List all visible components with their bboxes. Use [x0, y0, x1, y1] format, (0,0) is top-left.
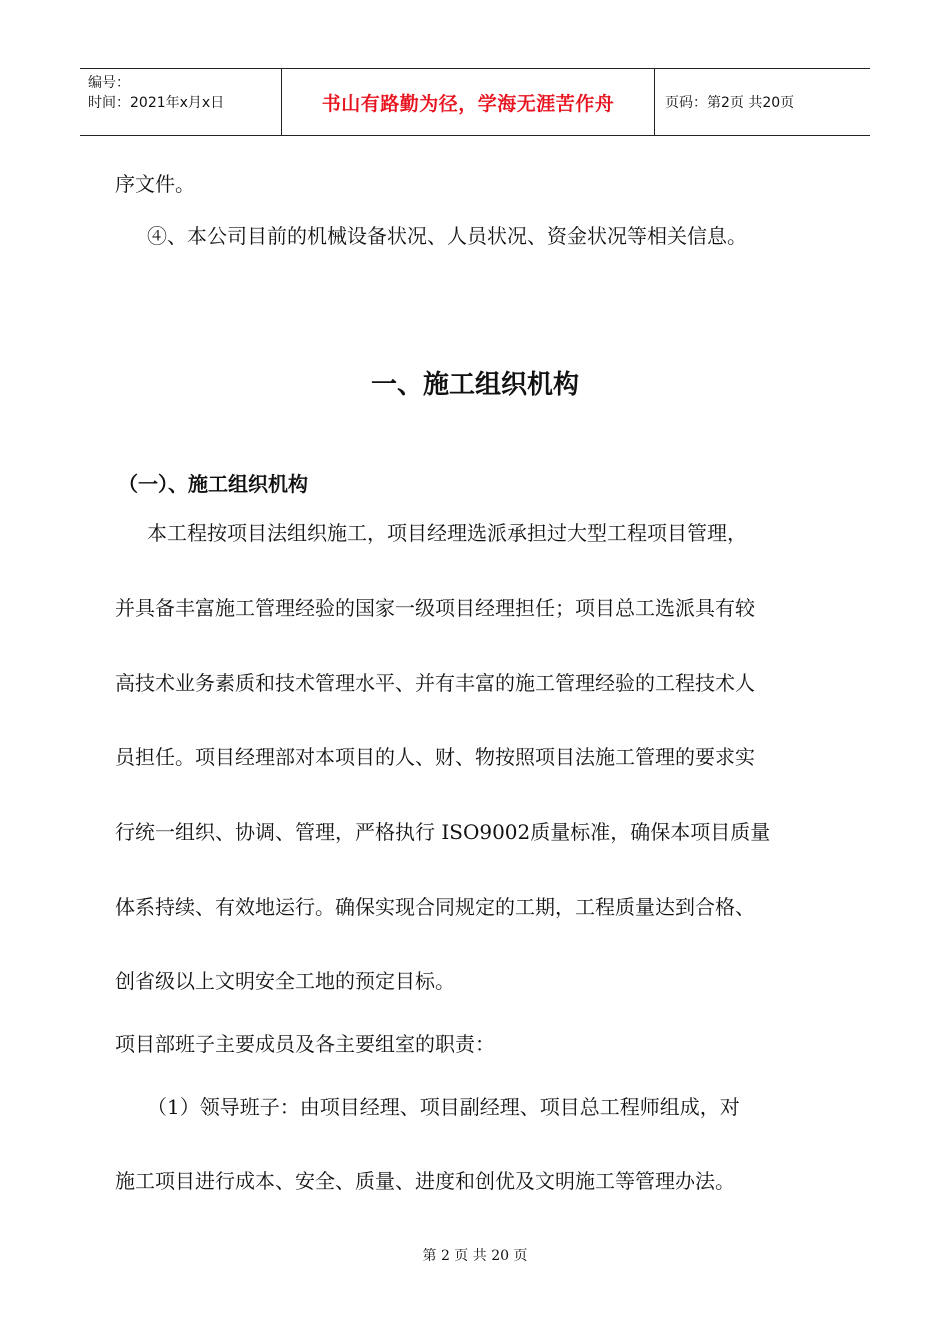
leader-line: （1）领导班子：由项目经理、项目副经理、项目总工程师组成，对	[147, 1095, 740, 1119]
header-date-label: 时间：2021年x月x日	[88, 95, 225, 111]
paragraph-line: 体系持续、有效地运行。确保实现合同规定的工期，工程质量达到合格、	[115, 895, 755, 919]
paragraph-line: 并具备丰富施工管理经验的国家一级项目经理担任；项目总工选派具有较	[115, 596, 755, 620]
header-motto: 书山有路勤为径，学海无涯苦作舟	[282, 69, 655, 135]
page-header	[80, 68, 870, 136]
paragraph-line: 行统一组织、协调、管理，严格执行 ISO9002质量标准，确保本项目质量	[115, 820, 771, 844]
paragraph-line: 本工程按项目法组织施工，项目经理选派承担过大型工程项目管理，	[147, 521, 747, 545]
leader-line: 施工项目进行成本、安全、质量、进度和创优及文明施工等管理办法。	[115, 1169, 735, 1193]
text-line-continuation: 序文件。	[115, 172, 195, 196]
paragraph-line: 创省级以上文明安全工地的预定目标。	[115, 969, 455, 993]
header-meta	[80, 69, 282, 135]
subsection-title: （一）、施工组织机构	[118, 472, 308, 496]
section-title: 一、施工组织机构	[370, 370, 579, 400]
page-footer: 第 2 页 共 20 页	[422, 1248, 528, 1264]
header-number-label: 编号：	[88, 75, 130, 91]
paragraph-line: 高技术业务素质和技术管理水平、并有丰富的施工管理经验的工程技术人	[115, 671, 755, 695]
text-line-item-4: ④、本公司目前的机械设备状况、人员状况、资金状况等相关信息。	[147, 224, 747, 248]
duties-intro: 项目部班子主要成员及各主要组室的职责：	[115, 1032, 495, 1056]
header-page-info: 页码：第2页 共20页	[665, 95, 795, 111]
paragraph-line: 员担任。项目经理部对本项目的人、财、物按照项目法施工管理的要求实	[115, 745, 755, 769]
